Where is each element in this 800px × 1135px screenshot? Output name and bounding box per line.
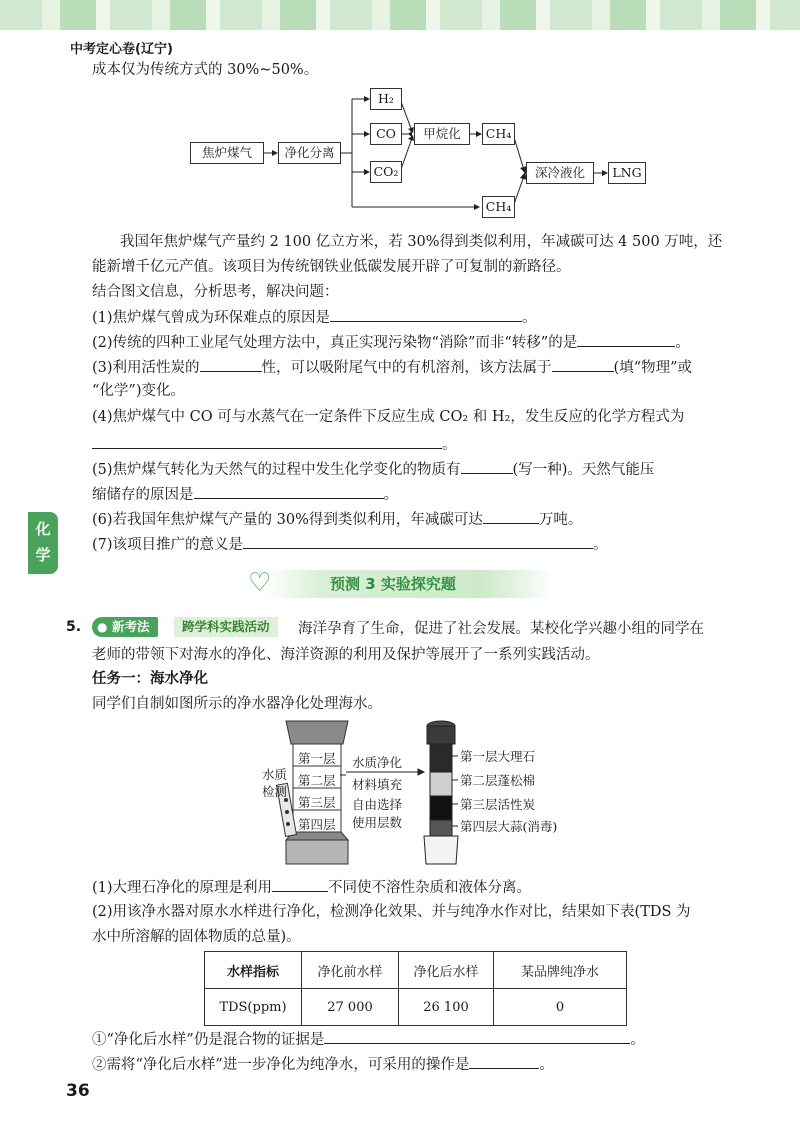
table-cell: 26 100	[399, 989, 494, 1026]
node-lng: LNG	[608, 162, 646, 184]
sub-question-1: (1)大理石净化的原理是利用 不同使不溶性杂质和液体分离。	[92, 877, 531, 898]
material-label-2: 第二层蓬松棉	[460, 773, 536, 788]
circled-question-1: ①“净化后水样”仍是混合物的证据是 。	[92, 1029, 645, 1050]
question-6: (6)若我国年焦炉煤气产量的 30%得到类似利用，年减碳可达 万吨。	[92, 509, 582, 530]
paragraph-line-1: 我国年焦炉煤气产量约 2 100 亿立方米，若 30%得到类似利用，年减碳可达 4 500 万吨，还	[120, 234, 723, 250]
tag-new-method: ● 新考法	[92, 617, 158, 637]
node-ch4-a: CH₄	[482, 123, 515, 145]
layer-label-2: 第二层	[298, 773, 336, 788]
detect-label-1: 水质	[262, 767, 288, 782]
mid-label-1: 水质净化	[352, 755, 403, 770]
lightbulb-icon: ●	[97, 620, 108, 634]
layer-label-4: 第四层	[298, 817, 336, 832]
answer-blank-c1[interactable]	[324, 1029, 630, 1044]
table-header-row	[205, 952, 627, 989]
table-cell: TDS(ppm)	[205, 989, 302, 1026]
task-1-description: 同学们自制如图所示的净水器净化处理海水。	[92, 696, 382, 712]
question-3-cont: “化学”)变化。	[92, 383, 185, 399]
node-h2: H₂	[370, 88, 402, 110]
subject-side-tab: 化 学	[28, 512, 58, 574]
material-label-1: 第一层大理石	[460, 749, 536, 764]
node-co2: CO₂	[370, 161, 402, 183]
tag-cross-discipline: 跨学科实践活动	[174, 617, 278, 637]
material-label-4: 第四层大蒜(消毒)	[460, 819, 558, 834]
sub-question-2-line-2: 水中所溶解的固体物质的总量)。	[92, 929, 301, 945]
material-label-3: 第三层活性炭	[460, 797, 536, 812]
node-ch4-b: CH₄	[482, 196, 515, 218]
detect-label-2: 检测	[262, 784, 288, 799]
table-header-cell: 水样指标	[205, 952, 302, 989]
table-row	[205, 989, 627, 1026]
question-5: (5)焦炉煤气转化为天然气的过程中发生化学变化的物质有 (写一种)。天然气能压	[92, 459, 654, 480]
question-5-cont: 缩储存的原因是 。	[92, 484, 398, 505]
table-header-cell: 某品牌纯净水	[494, 952, 627, 989]
page-number: 36	[66, 1081, 90, 1101]
results-table	[204, 951, 627, 1026]
question-1: (1)焦炉煤气曾成为环保难点的原因是 。	[92, 307, 537, 328]
q5-intro-line-1: 海洋孕育了生命，促进了社会发展。某校化学兴趣小组的同学在	[298, 621, 704, 637]
answer-blank-c2[interactable]	[469, 1054, 539, 1069]
layer-label-3: 第三层	[298, 795, 336, 810]
question-number-5: 5.	[66, 619, 82, 635]
question-4-answer: 。	[92, 434, 457, 455]
q5-intro-line-2: 老师的带领下对海水的净化、海洋资源的利用及保护等展开了一系列实践活动。	[92, 647, 600, 663]
paragraph-line-2: 能新增千亿元产值。该项目为传统钢铁业低碳发展开辟了可复制的新路径。	[92, 259, 571, 275]
intro-tail: 成本仅为传统方式的 30%~50%。	[92, 62, 319, 78]
node-methanation: 甲烷化	[414, 123, 470, 145]
node-purify-separate: 净化分离	[278, 142, 341, 164]
heart-icon: ♡	[248, 568, 272, 598]
table-header-cell: 净化前水样	[302, 952, 399, 989]
answer-blank-s1[interactable]	[272, 877, 328, 892]
page-header: 中考定心卷(辽宁)	[70, 42, 173, 57]
node-cryogenic-liquefaction: 深冷液化	[526, 162, 594, 184]
question-4: (4)焦炉煤气中 CO 可与水蒸气在一定条件下反应生成 CO₂ 和 H₂，发生反应的化学方程式为	[92, 409, 685, 425]
section-title: 预测 3 实验探究题	[330, 575, 456, 593]
node-coke-gas: 焦炉煤气	[190, 142, 264, 164]
question-3: (3)利用活性炭的 性，可以吸附尾气中的有机溶剂，该方法属于 (填“物理”或	[92, 357, 692, 378]
table-header-cell: 净化后水样	[399, 952, 494, 989]
table-cell: 27 000	[302, 989, 399, 1026]
table-cell: 0	[494, 989, 627, 1026]
question-7: (7)该项目推广的意义是 。	[92, 534, 608, 555]
mid-label-3: 自由选择	[352, 797, 403, 812]
layer-label-1: 第一层	[298, 751, 336, 766]
prompt-text: 结合图文信息，分析思考，解决问题：	[92, 284, 339, 300]
question-2: (2)传统的四种工业尾气处理方法中，真正实现污染物“消除”而非“转移”的是 。	[92, 332, 690, 353]
mid-label-4: 使用层数	[352, 815, 403, 830]
circled-question-2: ②需将“净化后水样”进一步净化为纯净水，可采用的操作是 。	[92, 1054, 554, 1075]
node-co: CO	[370, 123, 402, 145]
task-1-title: 任务一：海水净化	[92, 671, 208, 687]
mid-label-2: 材料填充	[352, 777, 403, 792]
sub-question-2-line-1: (2)用该净水器对原水水样进行净化，检测净化效果、并与纯净水作对比，结果如下表(TDS 为	[92, 904, 691, 920]
